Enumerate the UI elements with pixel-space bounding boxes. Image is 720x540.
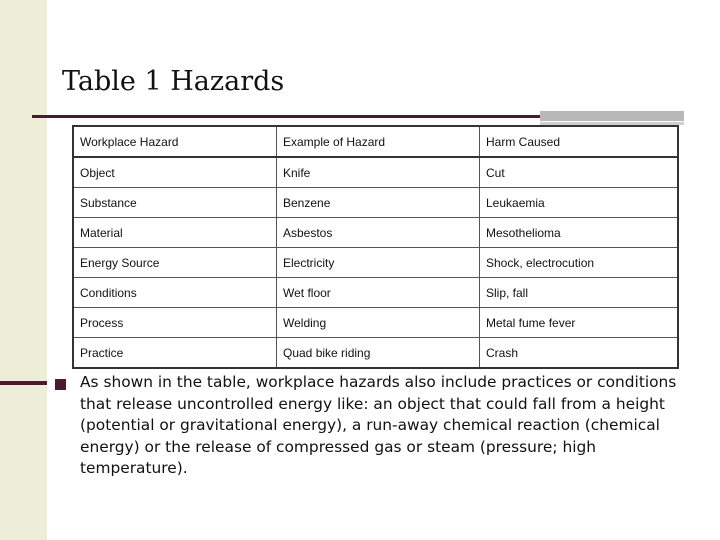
table-cell: Electricity bbox=[277, 248, 480, 278]
table-cell: Benzene bbox=[277, 188, 480, 218]
table-cell: Welding bbox=[277, 308, 480, 338]
table-cell: Object bbox=[73, 157, 277, 188]
left-accent-stripe bbox=[0, 381, 47, 385]
bullet-square-icon bbox=[55, 379, 66, 390]
table-cell: Crash bbox=[480, 338, 679, 369]
left-decorative-bar bbox=[0, 0, 47, 540]
table-cell: Mesothelioma bbox=[480, 218, 679, 248]
body-paragraph: As shown in the table, workplace hazards also include practices or conditions that release uncontrolled energy like: an object that could fall from a height (potential or gravitational energy), a run-away chemical reaction (chemical energy) or the release of compressed gas or steam (pressure; high temperature). bbox=[80, 373, 677, 477]
table-cell: Wet floor bbox=[277, 278, 480, 308]
table-row bbox=[73, 308, 678, 338]
table-cell: Slip, fall bbox=[480, 278, 679, 308]
table-cell: Asbestos bbox=[277, 218, 480, 248]
table-cell: Leukaemia bbox=[480, 188, 679, 218]
table-header-row bbox=[73, 126, 678, 157]
table-row bbox=[73, 188, 678, 218]
table-cell: Conditions bbox=[73, 278, 277, 308]
table-row bbox=[73, 278, 678, 308]
table-row bbox=[73, 338, 678, 369]
table-cell: Cut bbox=[480, 157, 679, 188]
hazards-table bbox=[72, 125, 679, 369]
table-cell: Shock, electrocution bbox=[480, 248, 679, 278]
table-row bbox=[73, 218, 678, 248]
slide-title: Table 1 Hazards bbox=[62, 66, 285, 97]
table-cell: Quad bike riding bbox=[277, 338, 480, 369]
header-cell: Harm Caused bbox=[480, 126, 679, 157]
table-cell: Energy Source bbox=[73, 248, 277, 278]
table-cell: Knife bbox=[277, 157, 480, 188]
table-row bbox=[73, 157, 678, 188]
title-underline bbox=[32, 115, 542, 118]
table-cell: Material bbox=[73, 218, 277, 248]
header-cell: Workplace Hazard bbox=[73, 126, 277, 157]
decorative-gray-block bbox=[540, 111, 684, 121]
table-cell: Substance bbox=[73, 188, 277, 218]
table-cell: Process bbox=[73, 308, 277, 338]
table-cell: Practice bbox=[73, 338, 277, 369]
table-row bbox=[73, 248, 678, 278]
table-cell: Metal fume fever bbox=[480, 308, 679, 338]
header-cell: Example of Hazard bbox=[277, 126, 480, 157]
